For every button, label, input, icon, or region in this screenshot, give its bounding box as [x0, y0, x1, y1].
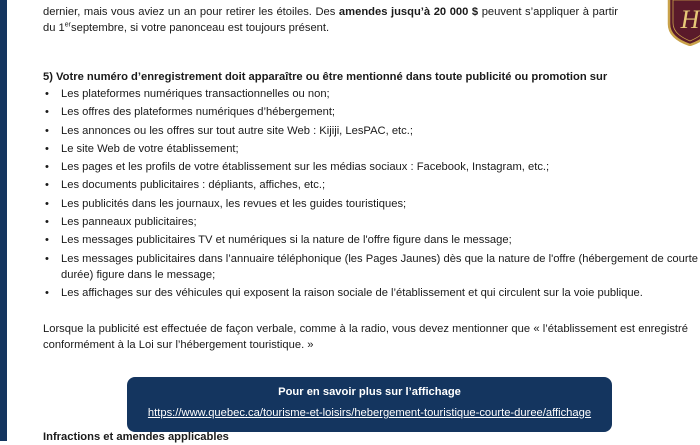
intro-line2: partir du 1 — [43, 6, 619, 34]
section-5-heading: 5) Votre numéro d’enregistrement doit apparaître ou être mentionné dans toute publicité ou promotion sur — [43, 71, 608, 83]
list-item: • Les offres des plateformes numériques d’hébergement; — [61, 104, 700, 120]
list-item: • Les publicités dans les journaux, les revues et les guides touristiques; — [61, 196, 700, 212]
intro-line2-end: septembre, si votre panonceau est toujours présent. — [71, 22, 330, 34]
list-item: • Les plateformes numériques transactionnelles ou non; — [61, 86, 700, 102]
advertising-list — [43, 86, 700, 303]
left-accent-bar — [0, 0, 7, 441]
list-item: • Les annonces ou les offres sur tout autre site Web : Kijiji, LesPAC, etc.; — [61, 123, 700, 139]
list-item: • Les messages publicitaires dans l’annuaire téléphonique (les Pages Jaunes) dès que la nature de l'offre (hébergement de courte durée) figure dans le message; — [61, 251, 700, 283]
info-box-title: Pour en savoir plus sur l’affichage — [278, 386, 461, 398]
list-item: • Les pages et les profils de votre établissement sur les médias sociaux : Facebook, Instagram, etc.; — [61, 159, 700, 175]
verbal-advertising-note: Lorsque la publicité est effectuée de façon verbale, comme à la radio, vous devez mentionner que « l’établissement est enregistré conformément à la Loi sur l’hébergement touristique. » — [43, 323, 688, 351]
ordinal-superscript: er — [64, 21, 72, 29]
svg-text:H: H — [680, 5, 700, 34]
list-item: • Les panneaux publicitaires; — [61, 214, 700, 230]
establishment-crest-icon — [665, 0, 700, 46]
list-item: • Le site Web de votre établissement; — [61, 141, 700, 157]
fine-amount: amendes jusqu’à 20 000 $ — [338, 6, 479, 18]
list-item: • Les affichages sur des véhicules qui exposent la raison sociale de l’établissement et qui circulent sur la voie publique. — [61, 285, 700, 301]
intro-paragraph — [43, 4, 618, 36]
list-item: • Les messages publicitaires TV et numériques si la nature de l'offre figure dans le message; — [61, 232, 700, 248]
info-box — [127, 377, 612, 432]
list-item: • Les documents publicitaires : dépliants, affiches, etc.; — [61, 177, 700, 193]
intro-text: dernier, mais vous aviez un an pour retirer les étoiles. Des — [43, 6, 339, 18]
signage-info-link[interactable]: https://www.quebec.ca/tourisme-et-loisirs/hebergement-touristique-courte-duree/affichage — [147, 407, 592, 419]
intro-text-end: peuvent s’appliquer à — [478, 6, 589, 18]
infractions-heading: Infractions et amendes applicables — [43, 431, 229, 443]
